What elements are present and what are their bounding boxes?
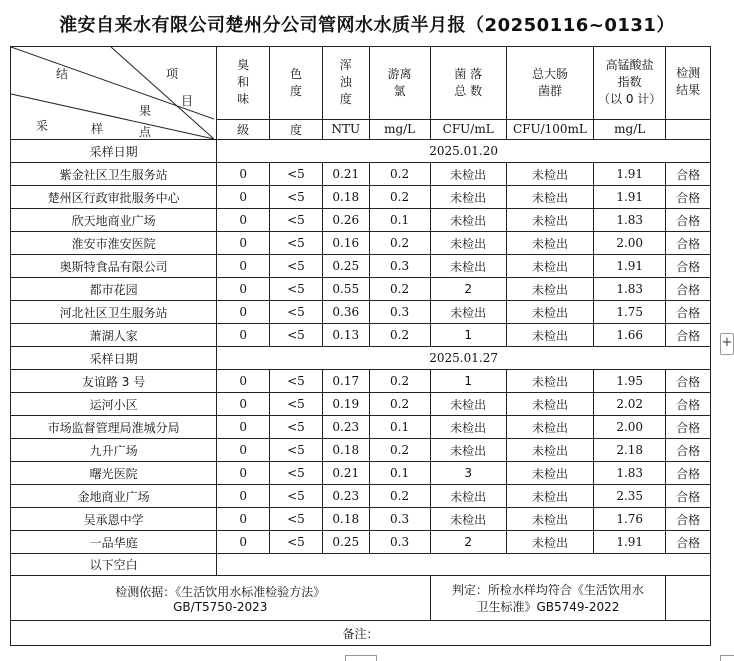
unit-turbidity: NTU — [322, 119, 369, 139]
cell-odor: 0 — [217, 508, 270, 531]
sample-date-row — [11, 347, 711, 370]
cell-odor: 0 — [217, 439, 270, 462]
col-header-color: 色 度 — [270, 47, 323, 120]
cell-chlorine: 0.2 — [369, 393, 430, 416]
table-row — [11, 232, 711, 255]
table-row — [11, 508, 711, 531]
unit-color: 度 — [270, 119, 323, 139]
cell-result: 合格 — [666, 508, 711, 531]
cell-result: 合格 — [666, 370, 711, 393]
cell-color: <5 — [270, 255, 323, 278]
sampling-point-name: 紫金社区卫生服务站 — [11, 163, 217, 186]
cell-colony: 未检出 — [430, 439, 506, 462]
table-row — [11, 531, 711, 554]
sampling-point-name: 淮安市淮安医院 — [11, 232, 217, 255]
cell-odor: 0 — [217, 485, 270, 508]
cell-turbidity: 0.18 — [322, 439, 369, 462]
col-header-colony: 菌 落 总 数 — [430, 47, 506, 120]
cell-chlorine: 0.2 — [369, 370, 430, 393]
cell-coliform: 未检出 — [506, 255, 593, 278]
cell-colony: 未检出 — [430, 485, 506, 508]
cell-colony: 未检出 — [430, 186, 506, 209]
cell-turbidity: 0.21 — [322, 163, 369, 186]
cell-color: <5 — [270, 462, 323, 485]
cell-chlorine: 0.1 — [369, 416, 430, 439]
cell-color: <5 — [270, 186, 323, 209]
cell-result: 合格 — [666, 462, 711, 485]
cell-coliform: 未检出 — [506, 209, 593, 232]
header-row — [11, 47, 711, 120]
table-row — [11, 462, 711, 485]
test-basis-line1: 检测依据：《生活饮用水标准检验方法》 — [115, 584, 326, 599]
table-row — [11, 485, 711, 508]
cell-color: <5 — [270, 531, 323, 554]
footer-row — [11, 576, 711, 621]
cell-odor: 0 — [217, 531, 270, 554]
cell-odor: 0 — [217, 186, 270, 209]
footer-row — [11, 554, 711, 576]
unit-chlorine: mg/L — [369, 119, 430, 139]
cell-cod: 1.91 — [594, 255, 666, 278]
cell-cod: 1.76 — [594, 508, 666, 531]
cell-coliform: 未检出 — [506, 416, 593, 439]
sampling-point-name: 九升广场 — [11, 439, 217, 462]
cell-turbidity: 0.19 — [322, 393, 369, 416]
unit-colony: CFU/mL — [430, 119, 506, 139]
sampling-point-name: 萧湖人家 — [11, 324, 217, 347]
sample-date-value: 2025.01.27 — [217, 347, 711, 370]
cell-turbidity: 0.18 — [322, 186, 369, 209]
cell-cod: 2.35 — [594, 485, 666, 508]
cell-color: <5 — [270, 485, 323, 508]
cell-turbidity: 0.55 — [322, 278, 369, 301]
cell-colony: 未检出 — [430, 301, 506, 324]
sampling-point-name: 吴承恩中学 — [11, 508, 217, 531]
remarks: 备注： — [11, 621, 711, 646]
corner-item-label-2: 目 — [181, 94, 194, 108]
col-header-coliform: 总大肠 菌群 — [506, 47, 593, 120]
table-row — [11, 255, 711, 278]
cell-result: 合格 — [666, 485, 711, 508]
verdict-line2: 卫生标准》GB5749-2022 — [476, 600, 620, 614]
col-header-turbidity: 浑 浊 度 — [322, 47, 369, 120]
cell-coliform: 未检出 — [506, 278, 593, 301]
cell-colony: 1 — [430, 324, 506, 347]
cell-color: <5 — [270, 508, 323, 531]
cell-cod: 2.00 — [594, 416, 666, 439]
cell-colony: 3 — [430, 462, 506, 485]
cell-result: 合格 — [666, 163, 711, 186]
cell-chlorine: 0.2 — [369, 439, 430, 462]
page-tab-left — [345, 655, 377, 661]
table-row — [11, 393, 711, 416]
cell-turbidity: 0.26 — [322, 209, 369, 232]
cell-color: <5 — [270, 278, 323, 301]
cell-color: <5 — [270, 209, 323, 232]
cell-result: 合格 — [666, 232, 711, 255]
verdict — [430, 576, 666, 621]
col-header-result: 检测 结果 — [666, 47, 711, 120]
blank-note-span — [217, 554, 711, 576]
cell-odor: 0 — [217, 393, 270, 416]
cell-chlorine: 0.2 — [369, 278, 430, 301]
table-row — [11, 324, 711, 347]
cell-cod: 1.66 — [594, 324, 666, 347]
cell-coliform: 未检出 — [506, 462, 593, 485]
cell-result: 合格 — [666, 209, 711, 232]
test-basis — [11, 576, 431, 621]
cell-cod: 1.91 — [594, 186, 666, 209]
test-basis-line2: GB/T5750-2023 — [173, 599, 268, 614]
cell-result: 合格 — [666, 393, 711, 416]
sampling-point-name: 欣天地商业广场 — [11, 209, 217, 232]
sampling-point-name: 曙光医院 — [11, 462, 217, 485]
water-quality-table — [10, 46, 711, 646]
cell-result: 合格 — [666, 255, 711, 278]
sampling-point-name: 市场监督管理局淮城分局 — [11, 416, 217, 439]
col-header-chlorine: 游离 氯 — [369, 47, 430, 120]
add-column-handle[interactable]: + — [720, 333, 734, 355]
cell-turbidity: 0.18 — [322, 508, 369, 531]
corner-point-label: 点 — [139, 125, 152, 139]
col-header-permanganate: 高锰酸盐 指数 （以 0 计） — [594, 47, 666, 120]
cell-coliform: 未检出 — [506, 370, 593, 393]
cell-coliform: 未检出 — [506, 301, 593, 324]
page-tab-right — [720, 655, 734, 661]
cell-turbidity: 0.23 — [322, 485, 369, 508]
blank-note: 以下空白 — [11, 554, 217, 576]
sampling-point-name: 一品华庭 — [11, 531, 217, 554]
unit-result — [666, 119, 711, 139]
cell-coliform: 未检出 — [506, 508, 593, 531]
cell-turbidity: 0.25 — [322, 255, 369, 278]
cell-result: 合格 — [666, 416, 711, 439]
cell-colony: 未检出 — [430, 393, 506, 416]
sampling-point-name: 河北社区卫生服务站 — [11, 301, 217, 324]
cell-chlorine: 0.2 — [369, 232, 430, 255]
cell-chlorine: 0.1 — [369, 462, 430, 485]
cell-coliform: 未检出 — [506, 393, 593, 416]
cell-turbidity: 0.36 — [322, 301, 369, 324]
unit-permanganate: mg/L — [594, 119, 666, 139]
cell-turbidity: 0.17 — [322, 370, 369, 393]
sampling-point-name: 楚州区行政审批服务中心 — [11, 186, 217, 209]
cell-cod: 2.02 — [594, 393, 666, 416]
footer-row — [11, 621, 711, 646]
cell-cod: 2.18 — [594, 439, 666, 462]
cell-odor: 0 — [217, 416, 270, 439]
cell-odor: 0 — [217, 301, 270, 324]
cell-coliform: 未检出 — [506, 186, 593, 209]
cell-chlorine: 0.3 — [369, 508, 430, 531]
cell-color: <5 — [270, 163, 323, 186]
table-row — [11, 370, 711, 393]
cell-result: 合格 — [666, 278, 711, 301]
cell-chlorine: 0.2 — [369, 485, 430, 508]
cell-odor: 0 — [217, 324, 270, 347]
cell-result: 合格 — [666, 439, 711, 462]
cell-coliform: 未检出 — [506, 485, 593, 508]
cell-odor: 0 — [217, 209, 270, 232]
cell-cod: 1.91 — [594, 163, 666, 186]
sample-date-label: 采样日期 — [11, 347, 217, 370]
cell-cod: 1.75 — [594, 301, 666, 324]
cell-turbidity: 0.25 — [322, 531, 369, 554]
cell-chlorine: 0.3 — [369, 531, 430, 554]
cell-cod: 1.83 — [594, 462, 666, 485]
sampling-point-name: 运河小区 — [11, 393, 217, 416]
cell-odor: 0 — [217, 462, 270, 485]
cell-cod: 1.91 — [594, 531, 666, 554]
report-title: 淮安自来水有限公司楚州分公司管网水水质半月报（20250116~0131） — [59, 15, 675, 36]
cell-coliform: 未检出 — [506, 163, 593, 186]
table-row — [11, 278, 711, 301]
sampling-point-name: 金地商业广场 — [11, 485, 217, 508]
corner-header — [11, 47, 217, 140]
cell-colony: 未检出 — [430, 416, 506, 439]
sample-date-row — [11, 140, 711, 163]
verdict-empty — [666, 576, 711, 621]
corner-result-label-1: 结 — [56, 67, 69, 81]
cell-cod: 2.00 — [594, 232, 666, 255]
cell-colony: 未检出 — [430, 255, 506, 278]
table-row — [11, 163, 711, 186]
unit-odor: 级 — [217, 119, 270, 139]
cell-colony: 1 — [430, 370, 506, 393]
cell-colony: 未检出 — [430, 232, 506, 255]
cell-color: <5 — [270, 301, 323, 324]
cell-turbidity: 0.21 — [322, 462, 369, 485]
cell-chlorine: 0.2 — [369, 324, 430, 347]
cell-result: 合格 — [666, 531, 711, 554]
cell-color: <5 — [270, 370, 323, 393]
sample-date-value: 2025.01.20 — [217, 140, 711, 163]
sampling-point-name: 友谊路 3 号 — [11, 370, 217, 393]
cell-result: 合格 — [666, 301, 711, 324]
cell-turbidity: 0.13 — [322, 324, 369, 347]
cell-color: <5 — [270, 439, 323, 462]
table-row — [11, 439, 711, 462]
cell-odor: 0 — [217, 163, 270, 186]
cell-cod: 1.83 — [594, 278, 666, 301]
table-row — [11, 209, 711, 232]
cell-color: <5 — [270, 416, 323, 439]
cell-coliform: 未检出 — [506, 324, 593, 347]
sampling-point-name: 都市花园 — [11, 278, 217, 301]
cell-color: <5 — [270, 324, 323, 347]
cell-odor: 0 — [217, 370, 270, 393]
cell-coliform: 未检出 — [506, 232, 593, 255]
cell-chlorine: 0.3 — [369, 255, 430, 278]
cell-coliform: 未检出 — [506, 439, 593, 462]
table-row — [11, 301, 711, 324]
cell-colony: 未检出 — [430, 508, 506, 531]
cell-odor: 0 — [217, 278, 270, 301]
cell-odor: 0 — [217, 232, 270, 255]
cell-chlorine: 0.2 — [369, 163, 430, 186]
cell-coliform: 未检出 — [506, 531, 593, 554]
cell-colony: 2 — [430, 278, 506, 301]
cell-colony: 未检出 — [430, 163, 506, 186]
col-header-odor: 臭 和 味 — [217, 47, 270, 120]
cell-color: <5 — [270, 232, 323, 255]
cell-turbidity: 0.16 — [322, 232, 369, 255]
verdict-line1: 判定：所检水样均符合《生活饮用水 — [451, 583, 644, 597]
corner-result-label-2: 果 — [139, 104, 152, 118]
cell-result: 合格 — [666, 324, 711, 347]
table-row — [11, 186, 711, 209]
cell-chlorine: 0.3 — [369, 301, 430, 324]
unit-coliform: CFU/100mL — [506, 119, 593, 139]
sampling-point-name: 奥斯特食品有限公司 — [11, 255, 217, 278]
corner-sample-label-1: 采 — [36, 119, 49, 133]
corner-item-label: 项 — [166, 67, 179, 81]
cell-chlorine: 0.1 — [369, 209, 430, 232]
sample-date-label: 采样日期 — [11, 140, 217, 163]
cell-turbidity: 0.23 — [322, 416, 369, 439]
cell-cod: 1.95 — [594, 370, 666, 393]
cell-chlorine: 0.2 — [369, 186, 430, 209]
cell-colony: 未检出 — [430, 209, 506, 232]
cell-color: <5 — [270, 393, 323, 416]
cell-result: 合格 — [666, 186, 711, 209]
table-row — [11, 416, 711, 439]
cell-odor: 0 — [217, 255, 270, 278]
cell-colony: 2 — [430, 531, 506, 554]
cell-cod: 1.83 — [594, 209, 666, 232]
corner-sample-label-2: 样 — [91, 122, 104, 136]
